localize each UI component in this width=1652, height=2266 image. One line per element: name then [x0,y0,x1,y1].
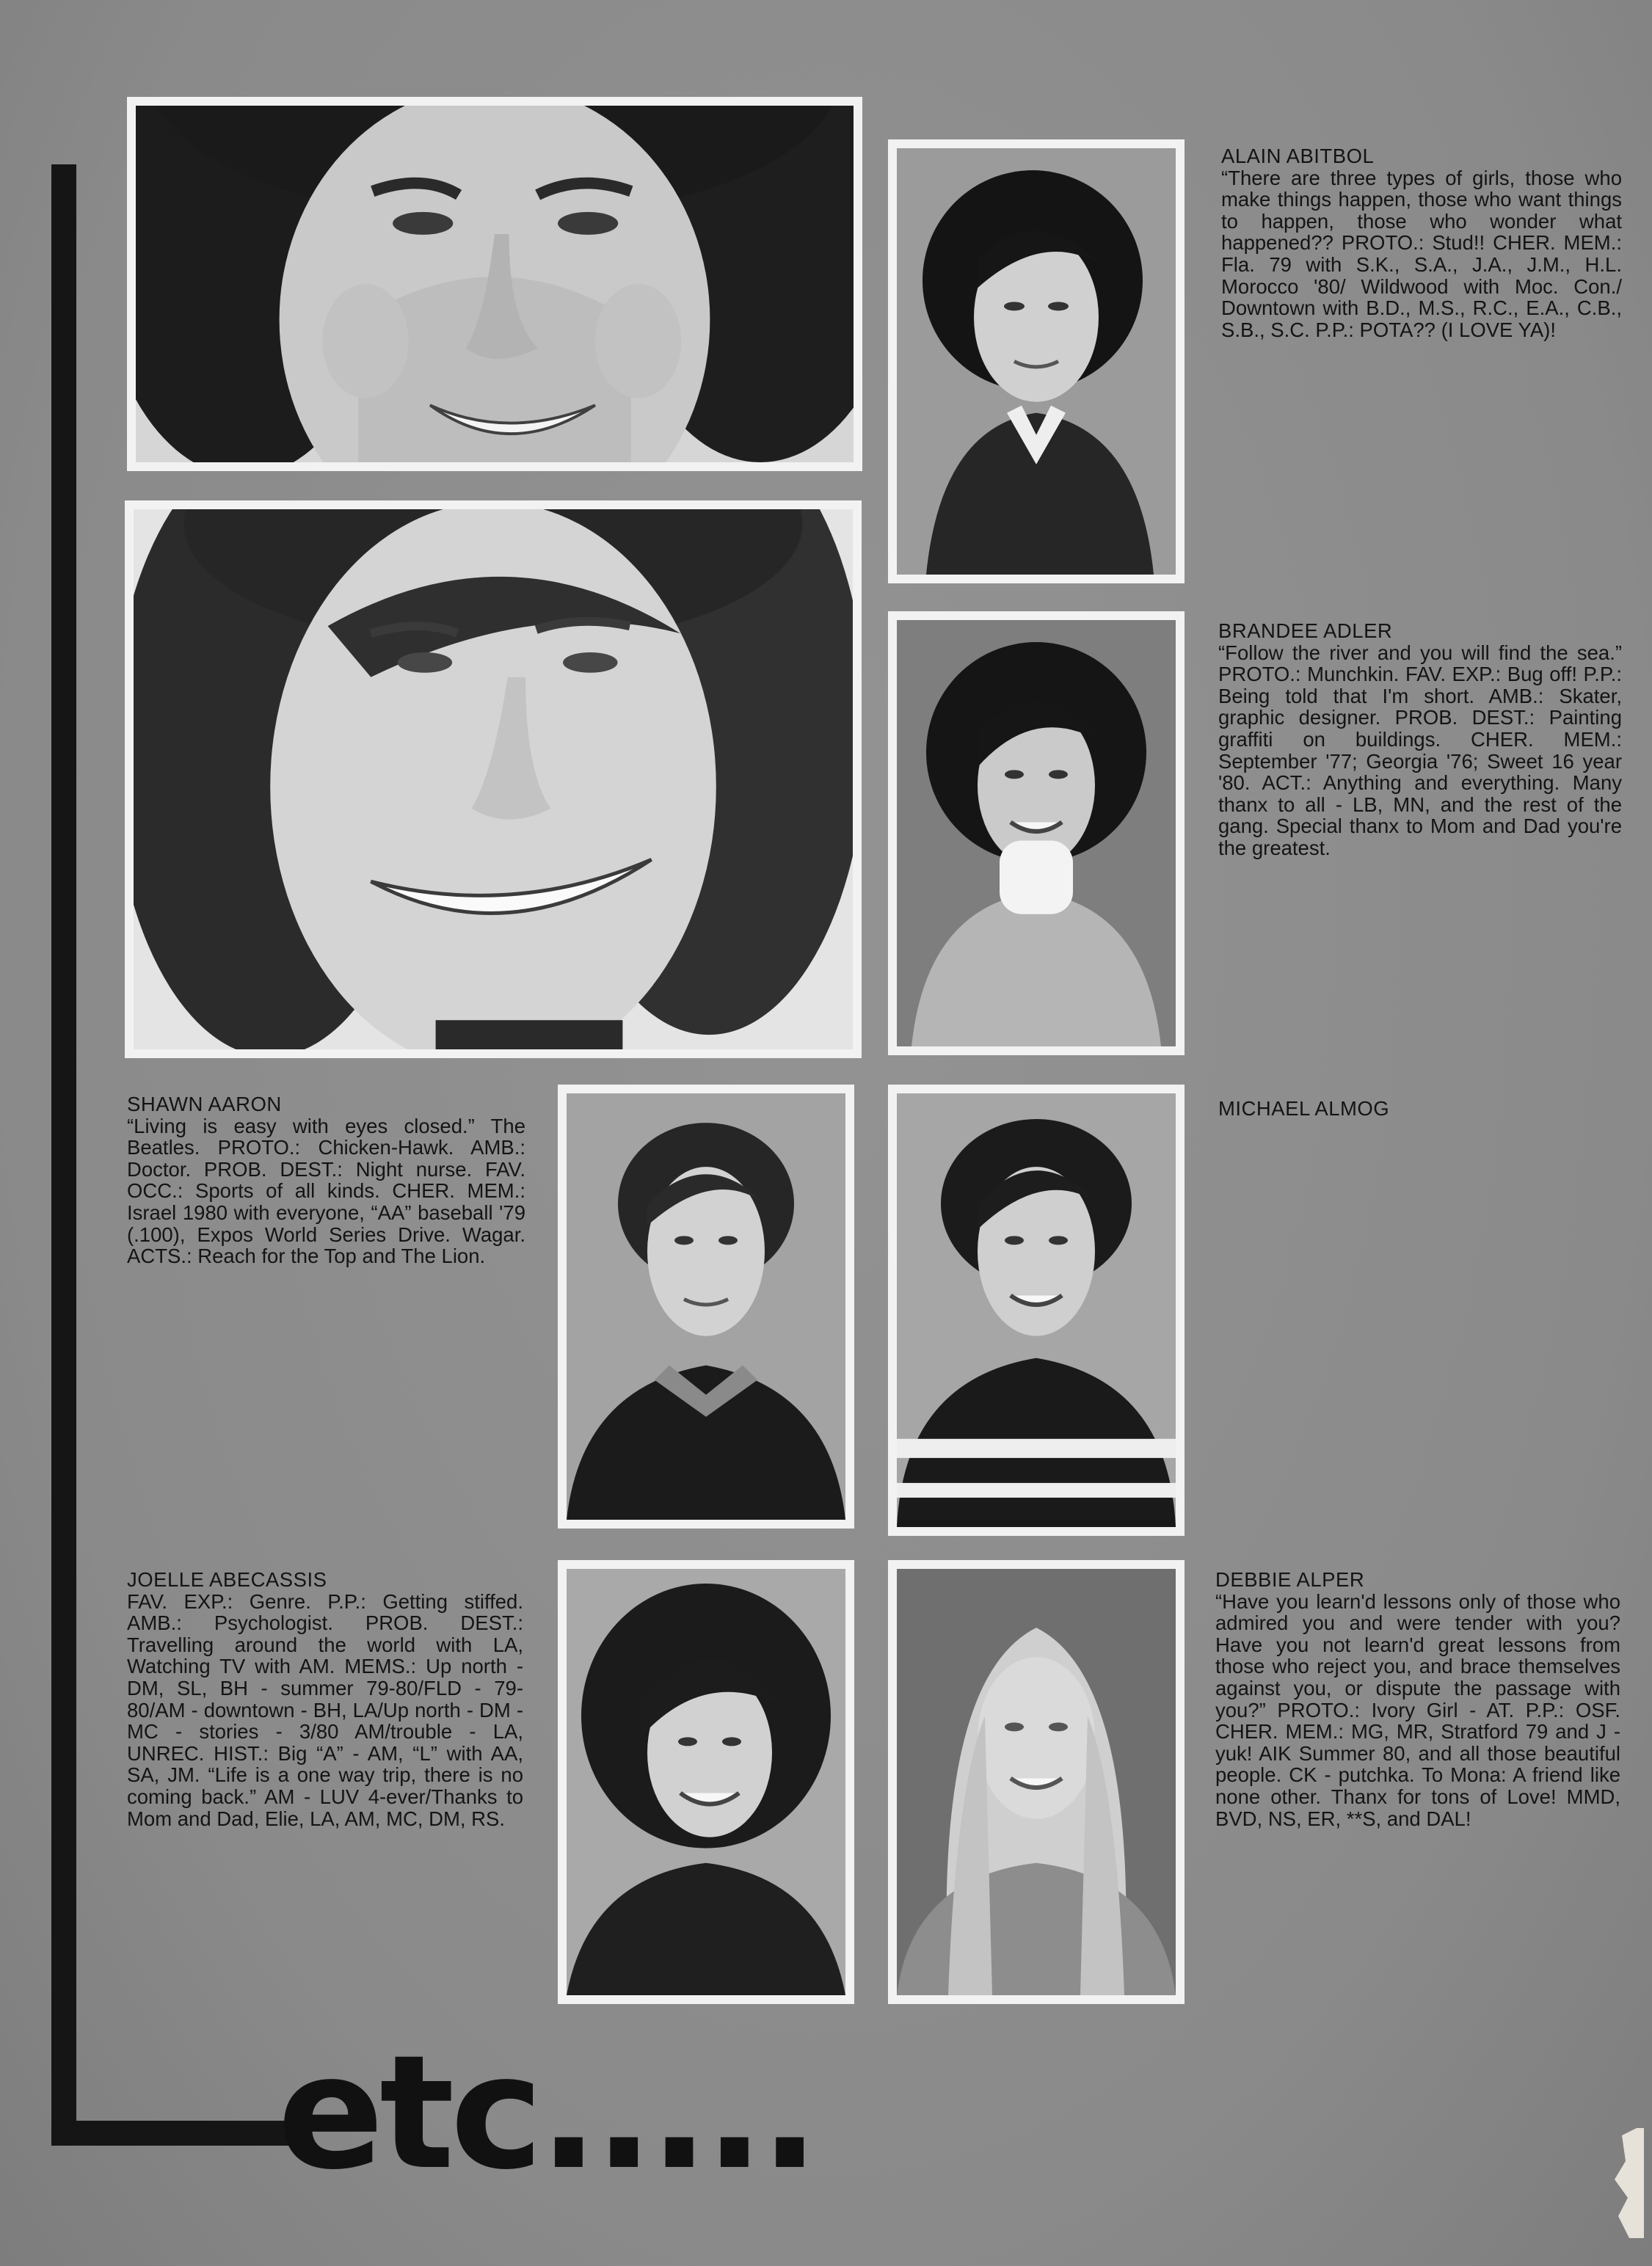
portrait-joelle-abecassis [558,1560,854,2004]
bracket-vertical-bar [51,164,76,2146]
student-name: MICHAEL ALMOG [1218,1097,1390,1120]
student-quote: “Living is easy with eyes closed.” The Beatles. PROTO.: Chicken-Hawk. AMB.: Doctor. PROB. DEST.: Night nurse. FAV. OCC.: Sports of all kinds. CHER. MEM.: Israel 1980 with everyone, “AA” baseball '79 (.100), Expos World Series Drive. Wagar. ACTS.: Reach for the Top and The Lion. [127,1114,525,1268]
bio-shawn-aaron [127,1093,525,1267]
portrait-debbie-alper [888,1560,1185,2004]
portrait-shawn-aaron [558,1085,854,1529]
bio-joelle-abecassis [127,1569,523,1829]
student-name: SHAWN AARON [127,1093,282,1115]
student-name: BRANDEE ADLER [1218,619,1393,642]
torn-edge-decoration [1607,2128,1644,2238]
footer-title: etc..... [277,2022,815,2204]
student-quote: “There are three types of girls, those who make things happen, those who want things to happen, those who wonder what happened?? PROTO.: Stud!! CHER. MEM.: Fla. 79 with S.K., S.A., J.A., J.M., H.L. Morocco '80/ Wildwood with Moc. Con./ Downtown with B.D., M.S., R.C., E.A., C.B., S.B., S.C. P.P.: POTA?? (I LOVE YA)! [1221,166,1622,341]
student-name: ALAIN ABITBOL [1221,145,1375,167]
student-name: JOELLE ABECASSIS [127,1568,327,1591]
student-name: DEBBIE ALPER [1215,1568,1365,1591]
portrait-michael-almog [888,1085,1185,1536]
closeup-photo-top [127,97,862,471]
portrait-brandee-adler [888,611,1185,1055]
bio-debbie-alper [1215,1569,1620,1829]
bracket-horizontal-bar [51,2121,294,2146]
student-quote: “Have you learn'd lessons only of those who admired you and were tender with you? Have you not learn'd great lessons from those who reject you, and brace themselves against you, or dispute the passage with you?” PROTO.: Ivory Girl - AT. P.P.: OSF. CHER. MEM.: MG, MR, Stratford 79 and J - yuk! AIK Summer 80, and all those beautiful people. CK - putchka. To Mona: A friend like none other. Thanx for tons of Love! MMD, BVD, NS, ER, **S, and DAL! [1215,1589,1620,1830]
student-quote: FAV. EXP.: Genre. P.P.: Getting stiffed. AMB.: Psychologist. PROB. DEST.: Travelling around the world with LA, Watching TV with AM. MEMS.: Up north - DM, SL, BH - summer 79-80/FLD - 79-80/AM - downtown - BH, LA/Up north - DM - MC - stories - 3/80 AM/trouble - LA, UNREC. HIST.: Big “A” - AM, “L” with AA, SA, JM. “Life is a one way trip, there is no coming back.” AM - LUV 4-ever/Thanks to Mom and Dad, Elie, LA, AM, MC, DM, RS. [127,1589,523,1830]
bio-alain-abitbol [1221,145,1622,340]
closeup-photo-middle [125,500,862,1058]
bio-michael-almog [1218,1098,1622,1120]
portrait-alain-abitbol [888,139,1185,583]
student-quote: “Follow the river and you will find the sea.” PROTO.: Munchkin. FAV. EXP.: Bug off! P.P.: Being told that I'm short. AMB.: Skater, graphic designer. PROB. DEST.: Painting graffiti on buildings. CHER. MEM.: September '77; Georgia '76; Sweet 16 year '80. ACT.: Anything and everything. Many thanx to all - LB, MN, and the rest of the gang. Special thanx to Mom and Dad you're the greatest. [1218,641,1622,859]
bio-brandee-adler [1218,620,1622,859]
